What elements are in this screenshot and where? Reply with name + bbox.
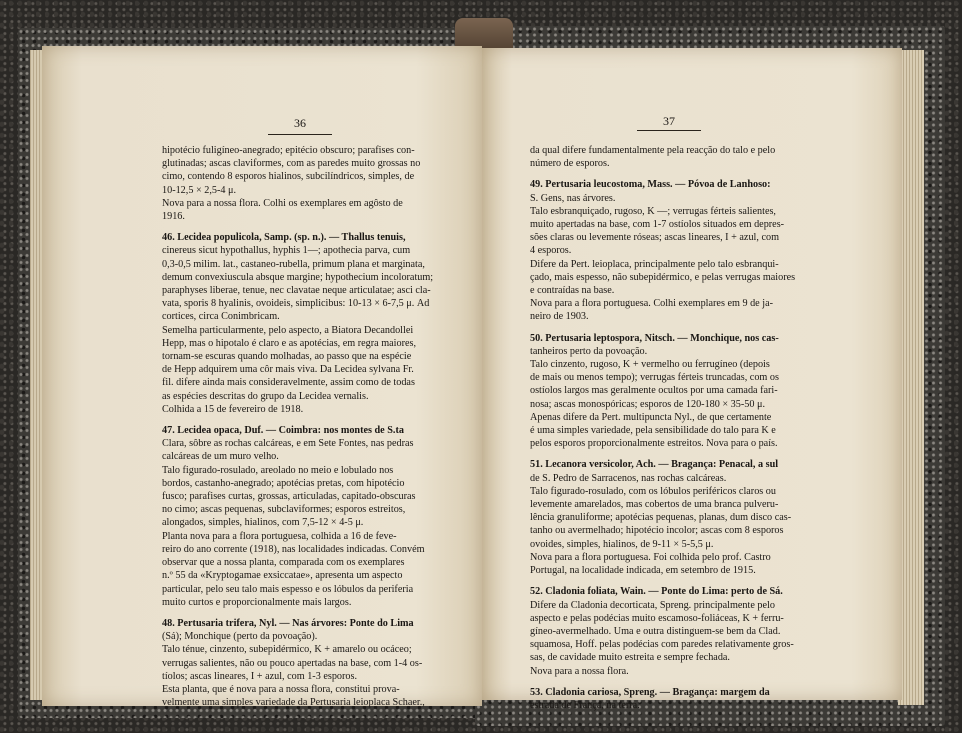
text-line: hipotécio fuligíneo-anegrado; epitécio obscuro; parafises con- (162, 145, 415, 156)
text-line: calcáreas de um muro velho. (162, 451, 279, 463)
text-line: ovoides, simples, hialinos, de 9-11 × 5-5,5 μ. (530, 538, 714, 550)
text-line: tanheiros perto da povoação. (530, 345, 648, 357)
text-line: cortices, circa Conimbricam. (162, 311, 280, 323)
text-line: 0,3-0,5 milim. lat., castaneo-rubella, primum plana et marginata, (162, 258, 425, 270)
text-line: levemente amarelados, mas cobertos de uma branca pulveru- (530, 499, 779, 511)
paragraph-gap (530, 577, 806, 585)
text-line: alongados, simples, hialinos, com 7,5-12 × 4-5 μ. (162, 517, 364, 529)
text-line: Talo esbranquiçado, rugoso, K —; verrugas férteis salientes, (530, 205, 776, 217)
text-line: 49. Pertusaria leucostoma, Mass. — Póvoa de Lanhoso: (530, 179, 771, 191)
text-line: Hepp, mas o hipotalo é claro e as apotécias, em regra maiores, (162, 337, 417, 349)
text-line: vata, sporis 8 hyalinis, ovoideis, simplicibus: 10-13 × 6-7,5 μ. Ad (162, 298, 430, 310)
text-line: paraphyses liberae, tenue, nec clavatae neque articulatae; asci cla- (162, 285, 431, 297)
text-line: muito curtos e proporcionalmente mais largos. (162, 596, 352, 608)
text-line: Esta planta, que é nova para a nossa flora, constitui prova- (162, 683, 400, 695)
paragraph-gap (530, 678, 806, 686)
text-line: fusco; parafises curtas, grossas, articuladas, capitado-obscuras (162, 491, 416, 503)
text-line: tanho ou avermelhado; hipotécio incolor; ascas com 8 esporos (530, 525, 784, 537)
text-line: Nova para a nossa flora. Colhi os exemplares em agôsto de (162, 197, 403, 209)
right-page (482, 48, 902, 711)
paragraph-gap (530, 450, 806, 458)
text-line: Talo figurado-rosulado, com os lóbulos periféricos claros ou (530, 485, 776, 497)
text-line: tíolos; ascas lineares, I + azul, com 1-3 esporos. (162, 670, 358, 682)
header-rule (268, 134, 332, 135)
left-page (42, 46, 482, 709)
text-line: cimo, contendo 8 esporos hialinos, subcilíndricos, simples, de (162, 171, 415, 183)
right-page-text (530, 144, 806, 712)
text-line: 52. Cladonia foliata, Wain. — Ponte do Lima: perto de Sá. (530, 586, 783, 598)
paragraph-gap (162, 223, 442, 231)
text-line: neiro de 1903. (530, 311, 589, 323)
text-line: Talo cinzento, rugoso, K + vermelho ou ferrugíneo (depois (530, 359, 770, 371)
text-line: é uma simples variedade, pela sensibilidade do talo para K e (530, 425, 776, 437)
text-line: Portugal, na localidade indicada, em setembro de 1915. (530, 565, 756, 577)
text-line: 10-12,5 × 2,5-4 μ. (162, 184, 237, 196)
paragraph-gap (162, 416, 442, 424)
text-line: pelos esporos proporcionalmente estreitos. Nova para o país. (530, 438, 778, 450)
text-line: de Hepp adquirem uma côr mais viva. Da Lecidea sylvana Fr. (162, 364, 414, 376)
text-line: demum convexiuscula absque margine; hypothecium incoloratum; (162, 271, 434, 283)
text-line: número de esporos. (530, 158, 610, 170)
text-line: Colhida a 15 de fevereiro de 1918. (162, 403, 304, 415)
text-line: observar que a nossa planta, comparada com os exemplares (162, 557, 405, 569)
text-line: Difere da Pert. leioplaca, principalmente pelo talo esbranqui- (530, 258, 779, 270)
text-line: verrugas salientes, não ou pouco apertadas na base, com 1-4 os- (162, 657, 423, 669)
text-line: estrada de França, na terra. (530, 699, 640, 711)
paragraph-gap (162, 609, 442, 617)
text-line: sões claras ou levemente róseas; ascas lineares, I + azul, com (530, 232, 780, 244)
page-number: 37 (663, 114, 675, 128)
text-line: 48. Pertusaria trifera, Nyl. — Nas árvores: Ponte do Lima (162, 617, 414, 629)
text-line: as espécies descritas do grupo da Lecidea vernalis. (162, 390, 369, 402)
text-line: de mais ou menos tempo); verrugas férteis truncadas, com os (530, 372, 779, 384)
text-line: gíneo-avermelhado. Uma e outra distinguem-se bem da Clad. (530, 625, 781, 637)
text-line: ostíolos largos mas geralmente ocultos por uma camada fari- (530, 385, 778, 397)
text-line: Nova para a nossa flora. (530, 665, 629, 677)
text-line: (Sá); Monchique (perto da povoação). (162, 631, 318, 643)
text-line: muito apertadas na base, com 1-7 ostíolos situados em depres- (530, 219, 785, 231)
page-number: 36 (294, 116, 306, 130)
text-line: cinereus sicut hypothallus, hyphis 1—; apothecia parva, cum (162, 245, 411, 257)
paragraph-gap (530, 324, 806, 332)
text-line: fil. difere ainda mais consideravelmente, assim como de todas (162, 377, 415, 389)
text-line: çado, mais espesso, não subepidérmico, e pelas verrugas maiores (530, 271, 796, 283)
text-line: Semelha particularmente, pelo aspecto, a Biatora Decandollei (162, 324, 414, 336)
text-line: 53. Cladonia cariosa, Spreng. — Bragança: margem da (530, 686, 770, 698)
text-line: Apenas difere da Pert. multipuncta Nyl., de que certamente (530, 411, 772, 423)
text-line: 46. Lecidea populicola, Samp. (sp. n.). — Thallus tenuis, (162, 232, 406, 244)
text-line: Planta nova para a flora portuguesa, colhida a 16 de feve- (162, 530, 397, 542)
left-page-text (162, 144, 442, 709)
text-line: glutinadas; ascas claviformes, com as paredes muito grossas no (162, 158, 421, 170)
text-line: reiro do ano corrente (1918), nas localidades indicadas. Convém (162, 543, 425, 555)
text-line: no cimo; ascas pequenas, subclaviformes; esporos estreitos, (162, 504, 406, 516)
text-line: e contraídas na base. (530, 285, 615, 297)
text-line: squamosa, Hoff. pelas podécias com paredes relativamente gros- (530, 639, 794, 651)
text-line: 4 esporos. (530, 245, 572, 257)
text-line: tornam-se escuras quando molhadas, ao passo que na espécie (162, 351, 412, 363)
text-line: Talo ténue, cinzento, subepidérmico, K + amarelo ou ocáceo; (162, 644, 412, 656)
text-line: particular, pelo seu talo mais espesso e os lóbulos da periferia (162, 583, 414, 595)
text-line: bordos, castanho-anegrado; apotécias pretas, com hipotécio (162, 477, 405, 489)
text-line: Talo figurado-rosulado, areolado no meio e lobulado nos (162, 464, 394, 476)
text-line: Clara, sôbre as rochas calcáreas, e em Sete Fontes, nas pedras (162, 438, 414, 450)
text-line: n.º 55 da «Kryptogamae exsiccatae», apresenta um aspecto (162, 570, 403, 582)
text-line: Nova para a flora portuguesa. Colhi exemplares em 9 de ja- (530, 298, 773, 310)
text-line: Difere da Cladonia decorticata, Spreng. principalmente pelo (530, 599, 775, 611)
text-line: lência granuliforme; apotécias pequenas, planas, dum disco cas- (530, 512, 792, 524)
text-line: velmente uma simples variedade da Pertusaria leioplaca Schaer., (162, 697, 425, 709)
text-line: aspecto e pelas podécias muito escamoso-foliáceas, K + ferru- (530, 612, 784, 624)
text-line: 51. Lecanora versicolor, Ach. — Bragança: Penacal, a sul (530, 459, 779, 471)
text-line: de S. Pedro de Sarracenos, nas rochas calcáreas. (530, 472, 727, 484)
text-line: da qual difere fundamentalmente pela reacção do talo e pelo (530, 145, 776, 156)
text-line: 47. Lecidea opaca, Duf. — Coimbra: nos montes de S.ta (162, 425, 404, 437)
text-line: S. Gens, nas árvores. (530, 192, 616, 204)
paragraph-gap (530, 170, 806, 178)
text-line: Nova para a flora portuguesa. Foi colhida pelo prof. Castro (530, 551, 771, 563)
text-line: 50. Pertusaria leptospora, Nitsch. — Monchique, nos cas- (530, 332, 779, 344)
text-line: sas, de cavidade muito estreita e sempre fechada. (530, 652, 730, 664)
text-line: 1916. (162, 211, 185, 223)
text-line: nosa; ascas monospóricas; esporos de 120-180 × 35-50 μ. (530, 398, 766, 410)
header-rule (637, 130, 701, 131)
